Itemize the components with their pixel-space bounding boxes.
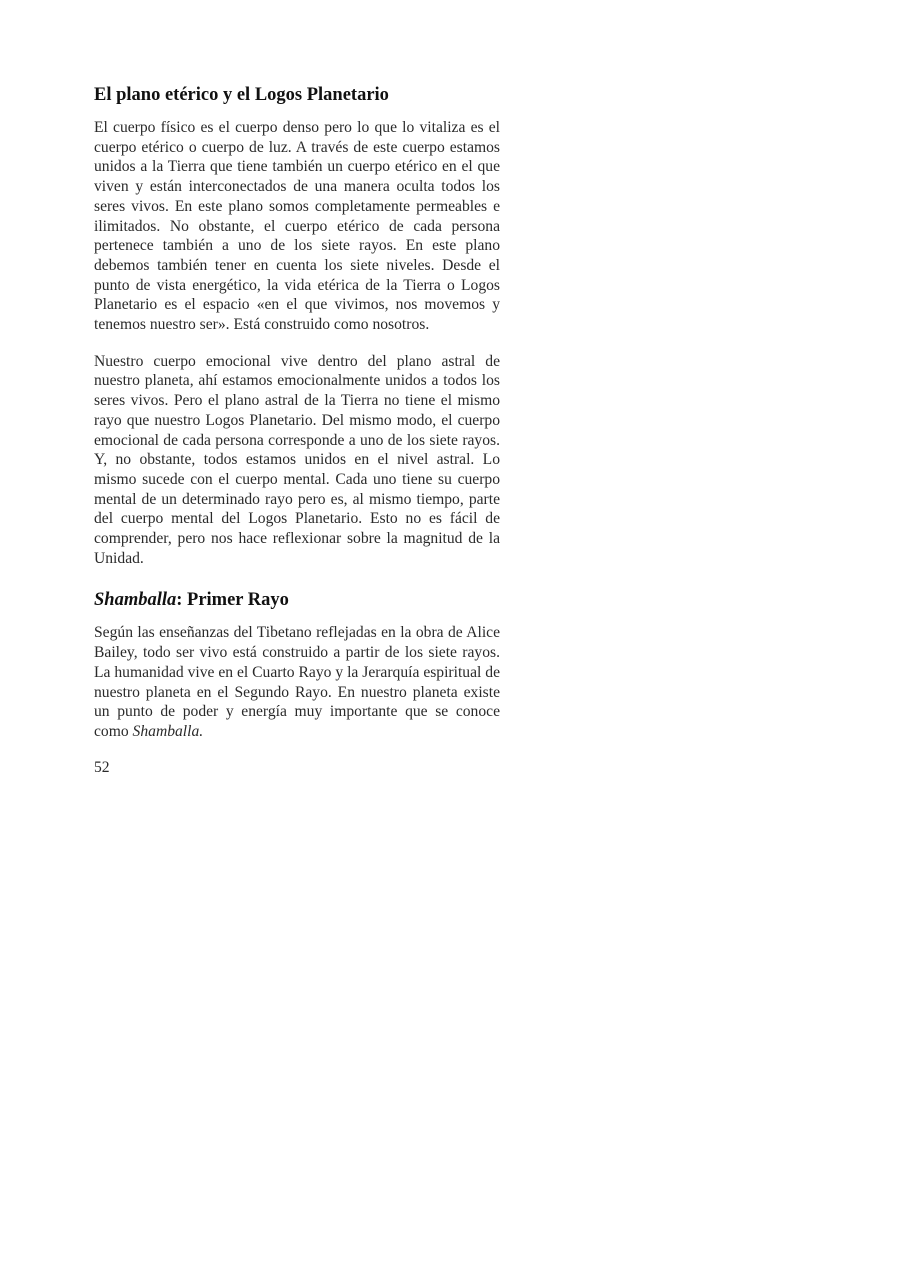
paragraph-shamballa: [94, 623, 500, 741]
heading-shamballa-italic: Shamballa: [94, 590, 177, 611]
paragraph-emotional-body: Nuestro cuerpo emocional vive dentro del plano astral de nuestro planeta, ahí estamos emocionalmente unidos a todos los seres vivos. Pero el plano astral de la Tierra no tiene el mismo rayo que nuestro Logos Planetario. Del mismo modo, el cuerpo emocional de cada persona corresponde a uno de los siete rayos. Y, no obstante, todos estamos unidos en el nivel astral. Lo mismo sucede con el cuerpo mental. Cada uno tiene su cuerpo mental de un determinado rayo pero es, al mismo tiempo, parte del cuerpo mental del Logos Planetario. Esto no es fácil de comprender, pero nos hace reflexionar sobre la magnitud de la Unidad.: [94, 352, 500, 567]
paragraph-shamballa-italic: Shamballa.: [132, 722, 204, 740]
paragraph-shamballa-text: Según las enseñanzas del Tibetano reflejadas en la obra de Alice Bailey, todo ser vivo está construido a partir de los siete rayos. La humanidad vive en el Cuarto Rayo y la Jerarquía espiritual de nuestro planeta en el Segundo Rayo. En nuestro planeta existe un punto de poder y energía muy importante que se conoce como: [94, 624, 500, 740]
section-heading-shamballa: [94, 587, 500, 613]
section-heading-etheric-plane: El plano etérico y el Logos Planetario: [94, 85, 389, 105]
paragraph-etheric-body: El cuerpo físico es el cuerpo denso pero lo que lo vitaliza es el cuerpo etérico o cuerpo de luz. A través de este cuerpo estamos unidos a la Tierra que tiene también un cuerpo etérico en el que viven y están interconectados de una manera oculta todos los seres vivos. En este plano somos completamente permeables e ilimitados. No obstante, el cuerpo etérico de cada persona pertenece también a uno de los siete rayos. En este plano debemos también tener en cuenta los siete niveles. Desde el punto de vista energético, la vida etérica de la Tierra o Logos Planetario es el espacio «en el que vivimos, nos movemos y tenemos nuestro ser». Está construido como nosotros.: [94, 119, 500, 334]
heading-first-ray: : Primer Rayo: [176, 590, 289, 611]
page-number: 52: [94, 758, 110, 776]
page-content: [94, 82, 500, 778]
